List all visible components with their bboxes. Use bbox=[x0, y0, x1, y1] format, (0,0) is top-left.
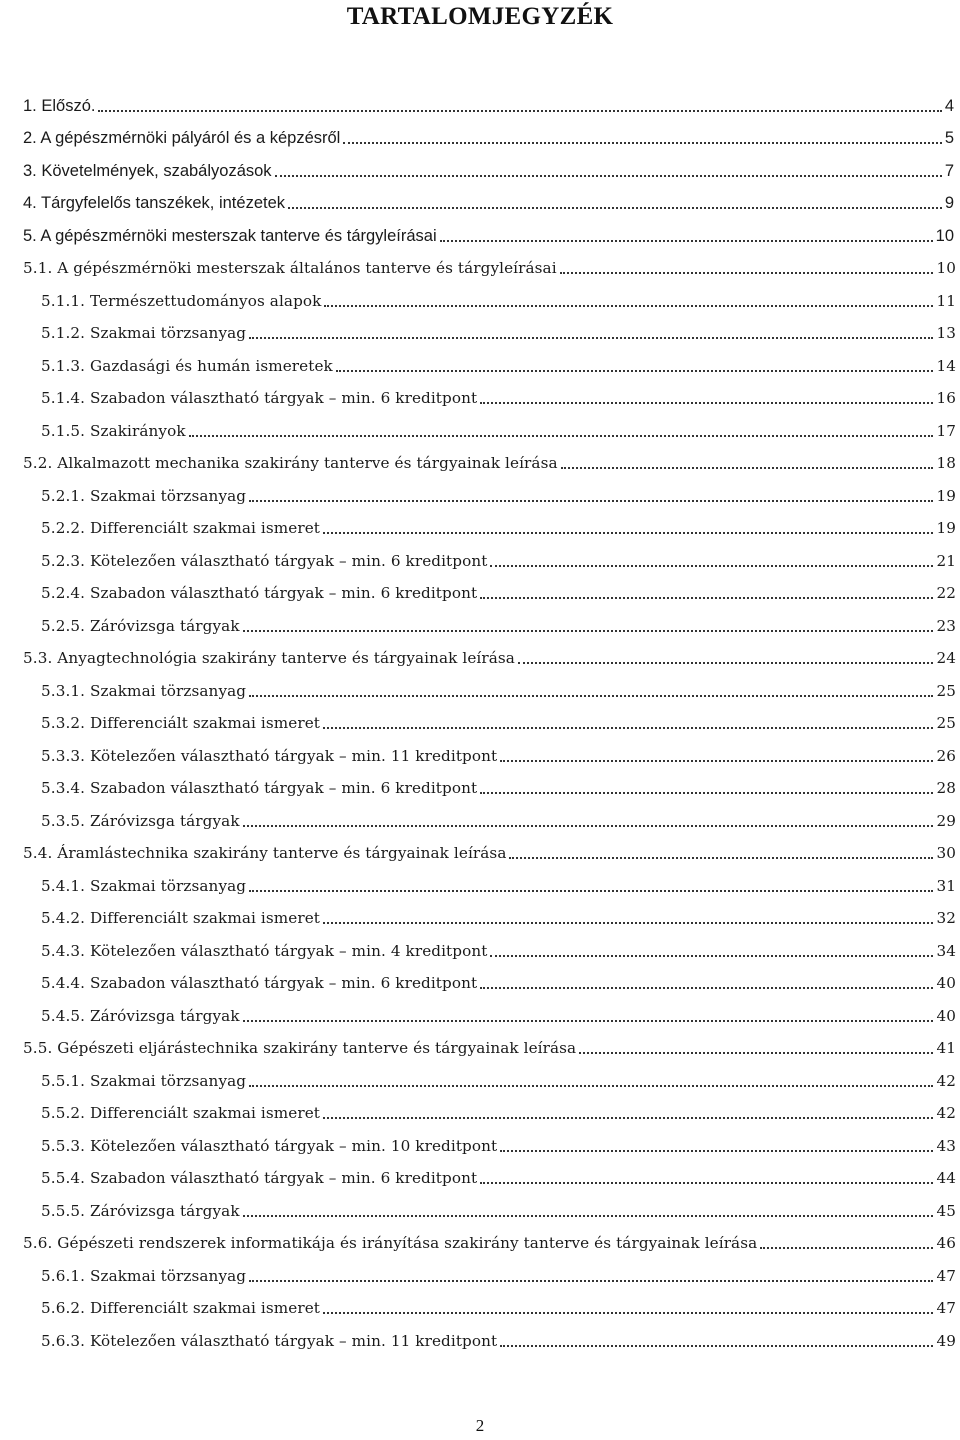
toc-entry-page: 34 bbox=[936, 941, 956, 960]
toc-entry-label: 5.3.1. Szakmai törzsanyag bbox=[41, 681, 247, 700]
toc-entry[interactable] bbox=[0, 704, 960, 737]
toc-entry-page: 26 bbox=[936, 746, 956, 765]
toc-entry-page: 14 bbox=[936, 356, 956, 375]
toc-entry-label: 5.6.2. Differenciált szakmai ismeret bbox=[41, 1299, 320, 1317]
toc-entry[interactable] bbox=[0, 606, 960, 639]
toc-entry[interactable] bbox=[0, 1191, 960, 1224]
toc-dot-leader bbox=[324, 305, 933, 307]
toc-entry-label: 5.4.3. Kötelezően választható tárgyak – min. 4 kreditpont bbox=[41, 941, 488, 960]
toc-entry-label: 5.1.3. Gazdasági és humán ismeretek bbox=[41, 356, 333, 375]
toc-dot-leader bbox=[480, 792, 933, 794]
toc-entry[interactable] bbox=[0, 379, 960, 412]
toc-entry-label: 5.6.3. Kötelezően választható tárgyak – min. 11 kreditpont bbox=[41, 1331, 498, 1350]
toc-entry-page: 25 bbox=[936, 714, 956, 732]
toc-dot-leader bbox=[500, 760, 933, 762]
toc-entry-page: 7 bbox=[944, 161, 954, 180]
toc-entry-label: 5.6. Gépészeti rendszerek informatikája és irányítása szakirány tanterve és tárgyainak leírása bbox=[23, 1234, 758, 1252]
toc-entry-label: 5.2.5. Záróvizsga tárgyak bbox=[41, 616, 240, 635]
toc-dot-leader bbox=[760, 1247, 933, 1249]
toc-dot-leader bbox=[500, 1345, 933, 1347]
toc-entry-label: 4. Tárgyfelelős tanszékek, intézetek bbox=[23, 194, 286, 212]
toc-entry-label: 5.1. A gépészmérnöki mesterszak általános tanterve és tárgyleírásai bbox=[23, 259, 557, 277]
toc-entry-page: 41 bbox=[936, 1039, 956, 1057]
toc-entry-label: 5.5.3. Kötelezően választható tárgyak – min. 10 kreditpont bbox=[41, 1136, 498, 1155]
toc-entry[interactable] bbox=[0, 1224, 960, 1257]
toc-dot-leader bbox=[323, 727, 933, 729]
toc-entry-label: 5.4.4. Szabadon választható tárgyak – min. 6 kreditpont bbox=[41, 974, 478, 992]
toc-entry-page: 49 bbox=[936, 1331, 956, 1350]
toc-entry[interactable] bbox=[0, 86, 960, 119]
toc-entry[interactable] bbox=[0, 866, 960, 899]
toc-entry-page: 32 bbox=[936, 909, 956, 927]
toc-dot-leader bbox=[323, 1312, 933, 1314]
toc-entry-page: 13 bbox=[936, 324, 956, 342]
toc-entry[interactable] bbox=[0, 249, 960, 282]
toc-dot-leader bbox=[249, 1085, 933, 1087]
toc-dot-leader bbox=[500, 1150, 933, 1152]
toc-entry[interactable] bbox=[0, 281, 960, 314]
toc-entry-page: 28 bbox=[936, 779, 956, 797]
toc-entry-label: 5.1.5. Szakirányok bbox=[41, 421, 186, 440]
toc-entry-label: 5.4. Áramlástechnika szakirány tanterve és tárgyainak leírása bbox=[23, 844, 507, 862]
toc-dot-leader bbox=[249, 500, 933, 502]
table-of-contents bbox=[0, 86, 960, 1354]
toc-dot-leader bbox=[189, 435, 934, 437]
toc-entry-page: 42 bbox=[936, 1104, 956, 1122]
toc-dot-leader bbox=[343, 142, 941, 144]
toc-entry-page: 44 bbox=[936, 1169, 956, 1187]
toc-entry[interactable] bbox=[0, 834, 960, 867]
toc-entry-page: 47 bbox=[936, 1266, 956, 1285]
toc-entry[interactable] bbox=[0, 931, 960, 964]
toc-entry-label: 5.4.1. Szakmai törzsanyag bbox=[41, 876, 247, 895]
toc-entry-label: 5.3.4. Szabadon választható tárgyak – min. 6 kreditpont bbox=[41, 779, 478, 797]
toc-dot-leader bbox=[243, 1020, 934, 1022]
toc-entry-page: 46 bbox=[936, 1234, 956, 1252]
toc-dot-leader bbox=[323, 532, 933, 534]
toc-entry[interactable] bbox=[0, 1061, 960, 1094]
toc-dot-leader bbox=[288, 207, 942, 209]
toc-dot-leader bbox=[249, 890, 933, 892]
toc-entry-label: 5.2.1. Szakmai törzsanyag bbox=[41, 486, 247, 505]
toc-entry-page: 45 bbox=[936, 1201, 956, 1220]
toc-entry[interactable] bbox=[0, 1126, 960, 1159]
toc-dot-leader bbox=[243, 1215, 934, 1217]
toc-dot-leader bbox=[560, 272, 934, 274]
toc-entry-label: 5.4.2. Differenciált szakmai ismeret bbox=[41, 909, 320, 927]
toc-entry[interactable] bbox=[0, 314, 960, 347]
toc-entry[interactable] bbox=[0, 119, 960, 152]
toc-entry-label: 5.5.5. Záróvizsga tárgyak bbox=[41, 1201, 240, 1220]
toc-entry-page: 23 bbox=[936, 616, 956, 635]
toc-entry-page: 19 bbox=[936, 519, 956, 537]
toc-entry-page: 9 bbox=[944, 194, 954, 212]
toc-entry[interactable] bbox=[0, 216, 960, 249]
toc-dot-leader bbox=[336, 370, 934, 372]
toc-entry-label: 5.1.1. Természettudományos alapok bbox=[41, 291, 322, 310]
toc-dot-leader bbox=[243, 825, 934, 827]
toc-dot-leader bbox=[98, 110, 941, 112]
toc-entry-label: 5.2. Alkalmazott mechanika szakirány tanterve és tárgyainak leírása bbox=[23, 454, 558, 472]
toc-dot-leader bbox=[323, 922, 933, 924]
toc-entry-label: 5. A gépészmérnöki mesterszak tanterve és tárgyleírásai bbox=[23, 226, 437, 245]
toc-entry-page: 30 bbox=[936, 844, 956, 862]
toc-entry[interactable] bbox=[0, 639, 960, 672]
toc-entry-page: 42 bbox=[936, 1071, 956, 1090]
toc-entry-page: 5 bbox=[944, 129, 954, 147]
toc-entry-label: 5.1.4. Szabadon választható tárgyak – min. 6 kreditpont bbox=[41, 389, 478, 407]
toc-entry-label: 1. Előszó. bbox=[23, 96, 96, 115]
toc-entry-page: 29 bbox=[936, 811, 956, 830]
toc-entry[interactable] bbox=[0, 671, 960, 704]
toc-dot-leader bbox=[518, 662, 934, 664]
toc-entry[interactable] bbox=[0, 151, 960, 184]
toc-entry[interactable] bbox=[0, 899, 960, 932]
toc-entry[interactable] bbox=[0, 736, 960, 769]
toc-entry-page: 19 bbox=[936, 486, 956, 505]
toc-entry[interactable] bbox=[0, 1289, 960, 1322]
toc-entry-page: 10 bbox=[935, 226, 954, 245]
toc-dot-leader bbox=[480, 1182, 933, 1184]
toc-entry[interactable] bbox=[0, 444, 960, 477]
document-title: TARTALOMJEGYZÉK bbox=[346, 3, 614, 30]
toc-dot-leader bbox=[249, 1280, 933, 1282]
toc-entry-page: 16 bbox=[936, 389, 956, 407]
toc-entry[interactable] bbox=[0, 996, 960, 1029]
toc-dot-leader bbox=[323, 1117, 933, 1119]
toc-entry-label: 5.5.4. Szabadon választható tárgyak – min. 6 kreditpont bbox=[41, 1169, 478, 1187]
toc-entry-label: 2. A gépészmérnöki pályáról és a képzésről bbox=[23, 129, 341, 147]
toc-entry-label: 5.5.2. Differenciált szakmai ismeret bbox=[41, 1104, 320, 1122]
toc-entry-page: 22 bbox=[936, 584, 956, 602]
toc-entry-page: 17 bbox=[936, 421, 956, 440]
toc-entry[interactable] bbox=[0, 1256, 960, 1289]
toc-entry[interactable] bbox=[0, 769, 960, 802]
toc-entry[interactable] bbox=[0, 1321, 960, 1354]
toc-dot-leader bbox=[275, 175, 942, 177]
toc-dot-leader bbox=[579, 1052, 933, 1054]
toc-dot-leader bbox=[490, 565, 933, 567]
toc-dot-leader bbox=[480, 987, 933, 989]
toc-entry-label: 5.2.3. Kötelezően választható tárgyak – min. 6 kreditpont bbox=[41, 551, 488, 570]
toc-dot-leader bbox=[509, 857, 933, 859]
toc-entry-label: 5.2.4. Szabadon választható tárgyak – min. 6 kreditpont bbox=[41, 584, 478, 602]
toc-entry-label: 5.3.2. Differenciált szakmai ismeret bbox=[41, 714, 320, 732]
toc-entry-label: 5.5. Gépészeti eljárástechnika szakirány tanterve és tárgyainak leírása bbox=[23, 1039, 577, 1057]
toc-dot-leader bbox=[440, 240, 933, 242]
toc-entry-page: 24 bbox=[936, 649, 956, 667]
toc-entry-label: 5.5.1. Szakmai törzsanyag bbox=[41, 1071, 247, 1090]
toc-dot-leader bbox=[561, 467, 934, 469]
toc-dot-leader bbox=[249, 695, 933, 697]
toc-entry[interactable] bbox=[0, 801, 960, 834]
toc-entry[interactable] bbox=[0, 184, 960, 217]
toc-entry[interactable] bbox=[0, 1029, 960, 1062]
toc-entry-label: 5.3. Anyagtechnológia szakirány tanterve és tárgyainak leírása bbox=[23, 649, 515, 667]
toc-entry-label: 5.2.2. Differenciált szakmai ismeret bbox=[41, 519, 320, 537]
toc-entry[interactable] bbox=[0, 476, 960, 509]
toc-dot-leader bbox=[480, 597, 933, 599]
toc-entry-page: 11 bbox=[936, 291, 956, 310]
toc-dot-leader bbox=[249, 337, 933, 339]
toc-entry[interactable] bbox=[0, 541, 960, 574]
toc-entry-page: 21 bbox=[936, 551, 956, 570]
toc-entry[interactable] bbox=[0, 411, 960, 444]
toc-entry[interactable] bbox=[0, 574, 960, 607]
toc-entry-page: 25 bbox=[936, 681, 956, 700]
toc-entry-page: 18 bbox=[936, 454, 956, 472]
toc-entry[interactable] bbox=[0, 1094, 960, 1127]
toc-entry[interactable] bbox=[0, 1159, 960, 1192]
page-number: 2 bbox=[475, 1416, 485, 1435]
toc-entry[interactable] bbox=[0, 346, 960, 379]
toc-entry-label: 5.3.3. Kötelezően választható tárgyak – min. 11 kreditpont bbox=[41, 746, 498, 765]
toc-entry[interactable] bbox=[0, 964, 960, 997]
toc-entry-label: 5.1.2. Szakmai törzsanyag bbox=[41, 324, 247, 342]
toc-entry-page: 40 bbox=[936, 974, 956, 992]
toc-entry-label: 5.6.1. Szakmai törzsanyag bbox=[41, 1266, 247, 1285]
toc-dot-leader bbox=[243, 630, 934, 632]
toc-entry-page: 40 bbox=[936, 1006, 956, 1025]
toc-entry-label: 5.4.5. Záróvizsga tárgyak bbox=[41, 1006, 240, 1025]
toc-entry-label: 3. Követelmények, szabályozások bbox=[23, 161, 272, 180]
toc-entry-page: 10 bbox=[936, 259, 956, 277]
toc-entry-label: 5.3.5. Záróvizsga tárgyak bbox=[41, 811, 240, 830]
toc-dot-leader bbox=[490, 955, 933, 957]
toc-entry-page: 47 bbox=[936, 1299, 956, 1317]
toc-entry-page: 31 bbox=[936, 876, 956, 895]
toc-entry[interactable] bbox=[0, 509, 960, 542]
toc-entry-page: 43 bbox=[936, 1136, 956, 1155]
toc-entry-page: 4 bbox=[944, 96, 954, 115]
toc-dot-leader bbox=[480, 402, 933, 404]
